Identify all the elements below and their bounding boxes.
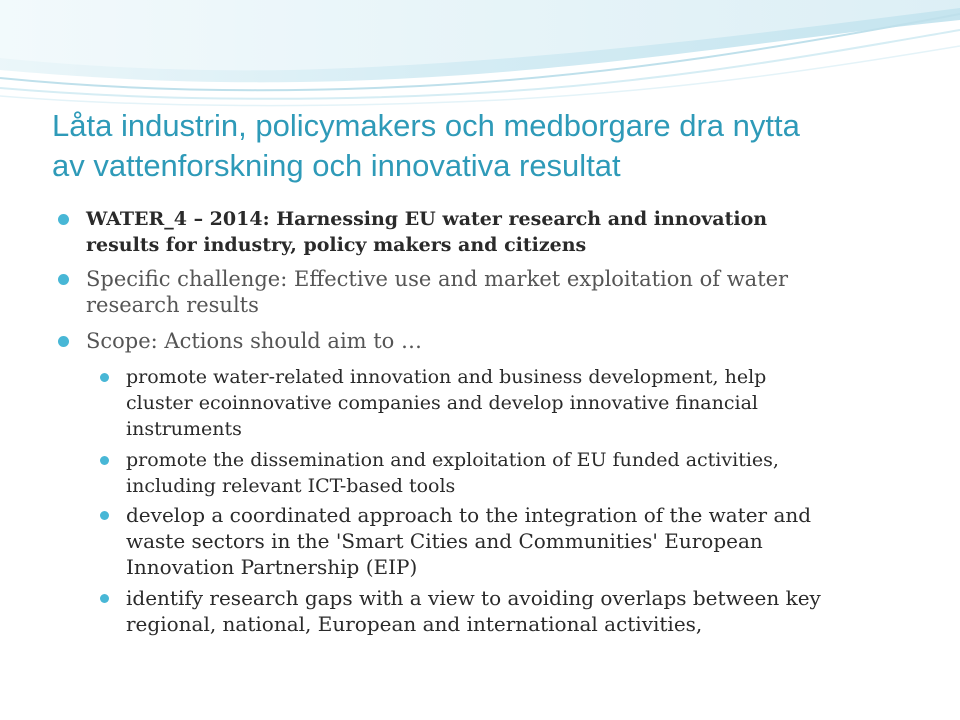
sub-bullet-dot-icon [100,594,109,603]
bullet-dot-icon [58,214,69,225]
sub-bullet-dot-icon [100,511,109,520]
sub-bullet-promote-dissemination [126,447,779,499]
bullet-text-line: waste sectors in the 'Smart Cities and Communities' European [126,529,763,553]
bullet-text-line: identify research gaps with a view to avoiding overlaps between key [126,586,821,610]
bullet-text-line: develop a coordinated approach to the integration of the water and [126,503,812,527]
bullet-text-line: Innovation Partnership (EIP) [126,555,418,579]
bullet-item-water4 [86,206,767,258]
sub-bullet-dot-icon [100,373,109,382]
bullet-text-line: promote water-related innovation and business development, help [126,366,767,388]
bullet-item-specific-challenge [86,266,788,318]
bullet-text-line: Specific challenge: Effective use and market exploitation of water [86,267,789,291]
sub-bullet-promote-innovation [126,364,766,442]
bullet-dot-icon [58,336,69,347]
bullet-text-line: regional, national, European and international activities, [126,612,703,636]
sub-bullet-dot-icon [100,456,109,465]
bullet-text-line: instruments [126,418,242,440]
bullet-text-line: promote the dissemination and exploitation of EU funded activities, [126,449,779,471]
bullet-text-line: WATER_4 – 2014: Harnessing EU water research and innovation [86,208,768,230]
slide-title-line-1: Låta industrin, policymakers och medborgare dra nytta [52,108,800,143]
bullet-text-line: Scope: Actions should aim to … [86,329,422,353]
bullet-text-line: cluster ecoinnovative companies and develop innovative financial [126,392,758,414]
bullet-text-line: results for industry, policy makers and citizens [86,234,587,256]
bullet-item-scope [86,328,422,354]
sub-bullet-coordinated-approach [126,502,811,580]
bullet-text-line: including relevant ICT-based tools [126,475,456,497]
bullet-dot-icon [58,274,69,285]
slide-title-line-2: av vattenforskning och innovativa resultat [52,148,621,183]
bullet-text-line: research results [86,293,259,317]
sub-bullet-identify-gaps [126,585,821,637]
